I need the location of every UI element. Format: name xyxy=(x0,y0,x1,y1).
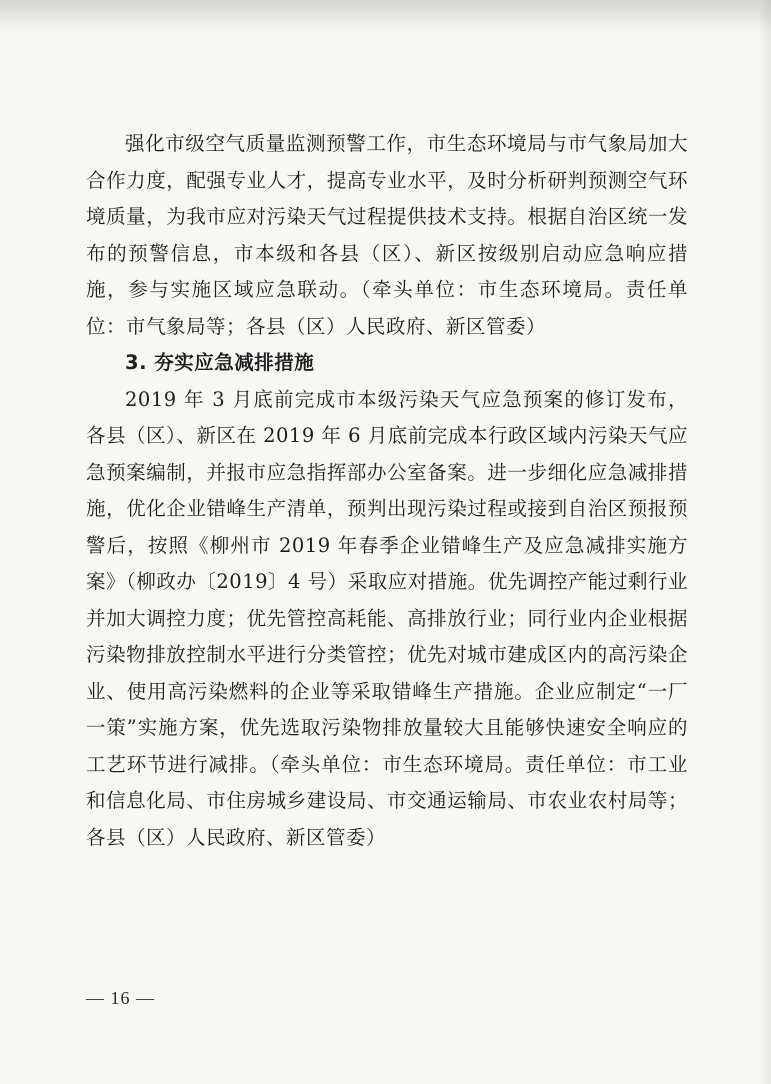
section-heading: 3. 夯实应急减排措施 xyxy=(125,351,315,374)
paragraph-monitoring: 强化市级空气质量监测预警工作，市生态环境局与市气象局加大合作力度，配强专业人才，提高专业水平，及时分析研判预测空气环境质量，为我市应对污染天气过程提供技术支持。根据自治区统一发布的预警信息，市本级和各县（区）、新区按级别启动应急响应措施，参与实施区域应急联动。（牵头单位：市生态环境局。责任单位：市气象局等；各县（区）人民政府、新区管委） xyxy=(86,132,688,338)
paragraph-emission-reduction: 2019 年 3 月底前完成市本级污染天气应急预案的修订发布，各县（区）、新区在 2019 年 6 月底前完成本行政区域内污染天气应急预案编制，并报市应急指挥部办公室备案。进一步细化应急减排措施，优化企业错峰生产清单，预判出现污染过程或接到自治区预报预警后，按照《柳州市 2019 年春季企业错峰生产及应急减排实施方案》（柳政办〔2019〕4 号）采取应对措施。优先调控产能过剩行业并加大调控力度；优先管控高耗能、高排放行业；同行业内企业根据污染物排放控制水平进行分类管控；优先对城市建成区内的高污染企业、使用高污染燃料的企业等采取错峰生产措施。企业应制定“一厂一策”实施方案，优先选取污染物排放量较大且能够快速安全响应的工艺环节进行减排。（牵头单位：市生态环境局。责任单位：市工业和信息化局、市住房城乡建设局、市交通运输局、市农业农村局等；各县（区）人民政府、新区管委） xyxy=(86,387,688,849)
scan-shadow xyxy=(0,0,771,30)
page-number: — 16 — xyxy=(86,988,155,1008)
document-body xyxy=(86,126,688,856)
page-edge xyxy=(757,0,771,1084)
